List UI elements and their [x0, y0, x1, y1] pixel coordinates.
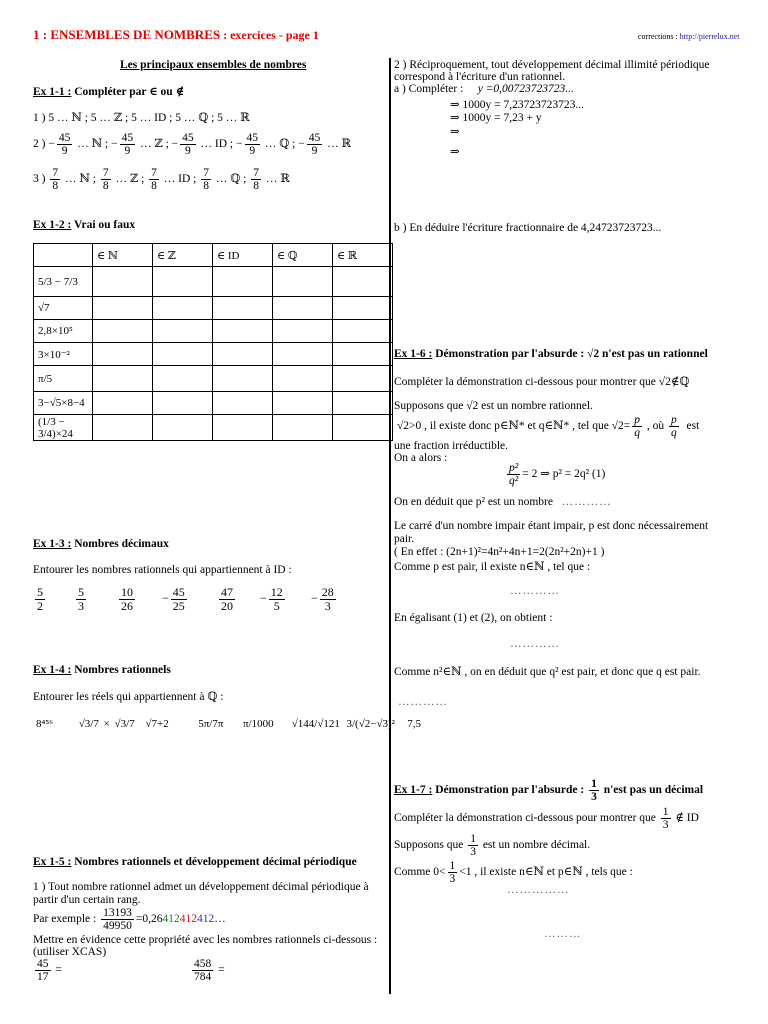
answer-cell[interactable]	[273, 267, 333, 297]
answer-cell[interactable]	[93, 320, 153, 343]
answer-cell[interactable]	[273, 366, 333, 392]
answer-cell[interactable]	[213, 392, 273, 415]
section-title: Les principaux ensembles de nombres	[120, 59, 307, 71]
answer-cell[interactable]	[93, 392, 153, 415]
ex12-heading: Ex 1-2 : Vrai ou faux	[33, 219, 136, 231]
ex17-l3: Comme 0< $\frac{1}{3}$ <1 , il existe n∈ℕ et p∈ℕ , tels que :	[394, 860, 633, 886]
answer-cell[interactable]	[93, 267, 153, 297]
ex15-frac1: $\frac{45}{17}$ =	[37, 958, 62, 984]
answer-cell[interactable]	[93, 343, 153, 366]
table-row-label: √7	[34, 297, 93, 320]
table-header-cell: ∈ ℤ	[153, 244, 213, 267]
q2-step2: ⇒ 1000y = 7,23 + y	[450, 112, 542, 124]
table-row	[34, 297, 393, 320]
ex17-l1: Compléter la démonstration ci-dessous pour montrer que $\frac{1}{3}$ ∉ ID	[394, 806, 699, 832]
ex11-line1: 1 ) 5 … ℕ ; 5 … ℤ ; 5 … ID ; 5 … ℚ ; 5 … ℝ	[33, 112, 250, 124]
answer-cell[interactable]	[333, 343, 393, 366]
answer-cell[interactable]	[153, 320, 213, 343]
ex16-l3: √2>0 , il existe donc p∈ℕ* et q∈ℕ* , tel que √2= $\frac{p}{q}$ , où $\frac{p}{q}$ est	[397, 414, 700, 440]
answer-cell[interactable]	[153, 415, 213, 441]
ex13-fractions: $\frac{5}{2}$ $\frac{5}{3}$ $\frac{10}{26}$ − $\frac{45}{25}$ $\frac{47}{20}$ − $\frac{12}{5}$ − $\frac{28}{3}$	[37, 585, 334, 613]
table-row	[34, 343, 393, 366]
q2-step3: ⇒	[450, 126, 460, 138]
answer-cell[interactable]	[153, 392, 213, 415]
ex15-frac2: $\frac{458}{784}$ =	[194, 958, 225, 984]
answer-cell[interactable]	[153, 267, 213, 297]
answer-cell[interactable]	[333, 366, 393, 392]
table-row	[34, 267, 393, 297]
q2-line2: correspond à l'écriture d'un rationnel.	[394, 71, 566, 83]
answer-cell[interactable]	[153, 343, 213, 366]
table-header-row	[34, 244, 393, 267]
table-row-label: 2,8×10⁵	[34, 320, 93, 343]
ex17-l2: Supposons que $\frac{1}{3}$ est un nombre décimal.	[394, 833, 591, 859]
ex16-l10: Comme p est pair, il existe n∈ℕ , tel que :	[394, 561, 591, 573]
table-row	[34, 366, 393, 392]
corrections-link[interactable]: http://pierrelux.net	[679, 32, 740, 41]
ex16-l4: une fraction irréductible.	[394, 440, 508, 452]
ex16-dots-b: …………	[510, 638, 560, 650]
answer-cell[interactable]	[213, 320, 273, 343]
ex16-l7: Le carré d'un nombre impair étant impair, p est donc nécessairement	[394, 520, 709, 532]
ex11-line2: 2 ) − $\frac{45}{9}$ … ℕ ; − $\frac{45}{9}$ … ℤ ; − $\frac{45}{9}$ … ID ; − $\frac{45}{9}$ … ℚ ; − $\frac{45}{9}$ … ℝ	[33, 132, 352, 158]
table-row-label: (1/3 − 3/4)×24	[34, 415, 93, 441]
table-header-cell: ∈ ℝ	[333, 244, 393, 267]
q2-line1: 2 ) Réciproquement, tout développement décimal illimité périodique	[394, 59, 710, 71]
q2-b: b ) En déduire l'écriture fractionnaire de 4,24723723723...	[394, 222, 662, 234]
table-row-label: 5/3 − 7/3	[34, 267, 93, 297]
q2-step1: ⇒ 1000y = 7,23723723723...	[450, 99, 584, 111]
ex16-l9: ( En effet : (2n+1)²=4n²+4n+1=2(2n²+2n)+1 )	[394, 546, 605, 558]
ex16-l8: pair.	[394, 533, 415, 545]
answer-cell[interactable]	[213, 366, 273, 392]
table-row	[34, 392, 393, 415]
answer-cell[interactable]	[153, 297, 213, 320]
ex16-heading: Ex 1-6 : Démonstration par l'absurde : √2 n'est pas un rationnel	[394, 348, 708, 360]
ex17-heading: Ex 1-7 : Démonstration par l'absurde : $\frac{1}{3}$ n'est pas un décimal	[394, 778, 704, 804]
answer-cell[interactable]	[333, 297, 393, 320]
ex13-heading: Ex 1-3 : Nombres décimaux	[33, 538, 169, 550]
ex15-example: Par exemple : $\frac{13193}{49950}$ =0,26412412412…	[33, 907, 226, 933]
answer-cell[interactable]	[273, 343, 333, 366]
ex17-dots-a: ……………	[507, 884, 570, 896]
answer-cell[interactable]	[273, 415, 333, 441]
q2-step4: ⇒	[450, 146, 460, 158]
ex15-p3: Mettre en évidence cette propriété avec les nombres rationnels ci-dessous :	[33, 934, 378, 946]
column-divider	[389, 58, 391, 994]
answer-cell[interactable]	[213, 297, 273, 320]
ex14-items: 8⁴⁵⁶ √3/7 × √3/7 √7+2 5π/7π π/1000 √144/√121 3/(√2−√3)² 7,5	[36, 718, 421, 730]
ex14-instruction: Entourer les réels qui appartiennent à ℚ :	[33, 691, 224, 703]
ex13-instruction: Entourer les nombres rationnels qui appartiennent à ID :	[33, 564, 292, 576]
answer-cell[interactable]	[153, 366, 213, 392]
answer-cell[interactable]	[333, 415, 393, 441]
ex15-p2: partir d'un certain rang.	[33, 894, 141, 906]
ex16-eq1: $\frac{\text{p²}}{\text{q²}}$ = 2 ⇒ p² = 2q² (1)	[509, 462, 606, 488]
q2-a: a ) Compléter : y =0,00723723723...	[394, 83, 574, 95]
table-row-label: 3×10⁻²	[34, 343, 93, 366]
answer-cell[interactable]	[93, 415, 153, 441]
ex15-p4: (utiliser XCAS)	[33, 946, 107, 958]
table-row-label: π/5	[34, 366, 93, 392]
ex16-l6: On en déduit que p² est un nombre …………	[394, 496, 612, 508]
ex14-heading: Ex 1-4 : Nombres rationnels	[33, 664, 171, 676]
table-header-cell: ∈ ℚ	[273, 244, 333, 267]
true-false-table	[33, 243, 393, 441]
ex16-dots-c: …………	[398, 696, 448, 708]
answer-cell[interactable]	[213, 343, 273, 366]
ex16-l2: Supposons que √2 est un nombre rationnel.	[394, 400, 593, 412]
ex17-dots-b: ………	[544, 928, 582, 940]
answer-cell[interactable]	[93, 297, 153, 320]
ex16-l1: Compléter la démonstration ci-dessous pour montrer que √2∉ℚ	[394, 376, 690, 388]
ex16-l5: On a alors :	[394, 452, 448, 464]
answer-cell[interactable]	[213, 415, 273, 441]
table-header-cell: ∈ ℕ	[93, 244, 153, 267]
table-row	[34, 320, 393, 343]
table-row-label: 3−√5×8−4	[34, 392, 93, 415]
answer-cell[interactable]	[273, 297, 333, 320]
table-row	[34, 415, 393, 441]
ex16-l12: Comme n²∈ℕ , on en déduit que q² est pair, et donc que q est pair.	[394, 666, 701, 678]
ex16-l11: En égalisant (1) et (2), on obtient :	[394, 612, 553, 624]
ex11-heading: Ex 1-1 : Compléter par ∈ ou ∉	[33, 86, 185, 98]
answer-cell[interactable]	[333, 267, 393, 297]
ex15-p1: 1 ) Tout nombre rationnel admet un développement décimal périodique à	[33, 881, 369, 893]
answer-cell[interactable]	[333, 320, 393, 343]
answer-cell[interactable]	[213, 267, 273, 297]
doc-title: 1 : ENSEMBLES DE NOMBRES : exercices - page 1	[33, 27, 319, 42]
answer-cell[interactable]	[273, 392, 333, 415]
ex11-line3: 3 ) $\frac{7}{8}$ … ℕ ; $\frac{7}{8}$ … ℤ ; $\frac{7}{8}$ … ID ; $\frac{7}{8}$ … ℚ ; $\frac{7}{8}$ … ℝ	[33, 167, 290, 193]
ex15-heading: Ex 1-5 : Nombres rationnels et développement décimal périodique	[33, 856, 357, 868]
table-header-cell	[34, 244, 93, 267]
corrections-line: corrections : http://pierrelux.net	[638, 32, 740, 41]
table-header-cell: ∈ ID	[213, 244, 273, 267]
answer-cell[interactable]	[333, 392, 393, 415]
answer-cell[interactable]	[273, 320, 333, 343]
ex16-dots-a: …………	[510, 585, 560, 597]
answer-cell[interactable]	[93, 366, 153, 392]
